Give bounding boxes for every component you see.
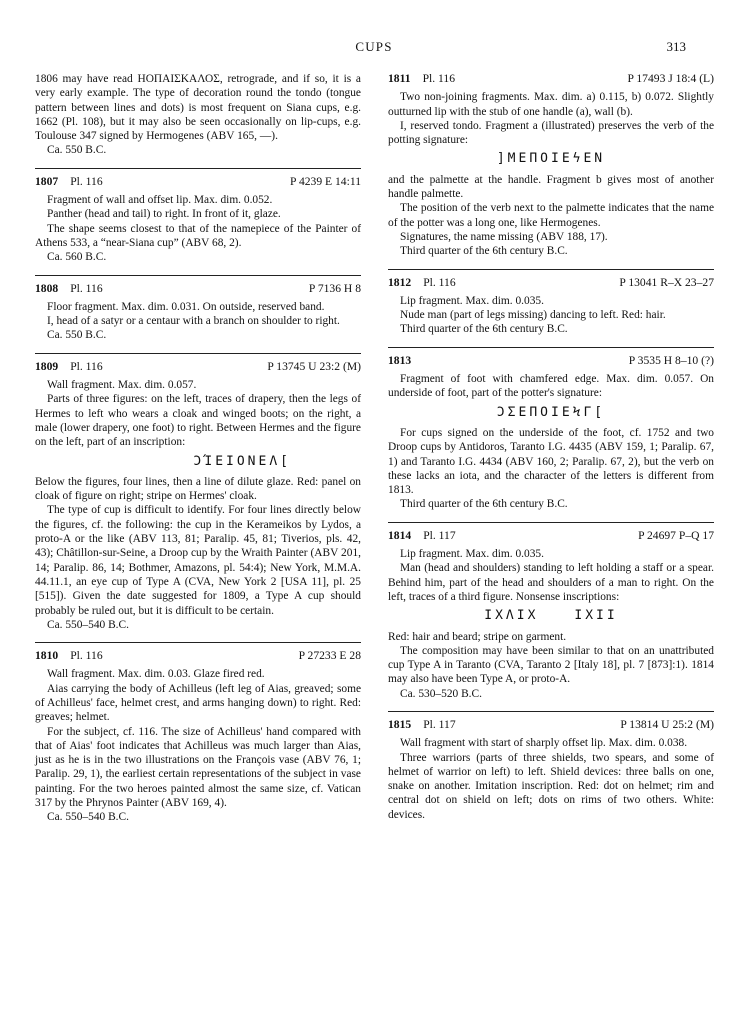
divider <box>35 275 361 276</box>
paragraph: Floor fragment. Max. dim. 0.031. On outside, reserved band. <box>47 300 325 313</box>
plate-ref: Pl. 117 <box>423 717 456 731</box>
paragraph: Lip fragment. Max. dim. 0.035. <box>400 548 544 561</box>
entry-1807 <box>35 175 361 265</box>
inventory-number: P 13745 U 23:2 (M) <box>267 359 361 373</box>
plate-ref: Pl. 117 <box>423 528 456 542</box>
catalogue-number: 1809 <box>35 359 59 373</box>
entry-heading <box>35 360 361 374</box>
divider <box>388 347 714 348</box>
inventory-number: P 27233 E 28 <box>298 649 361 663</box>
paragraph: The position of the verb next to the palmette indicates that the name of the potter was a long one, like Hermogenes. <box>388 202 714 229</box>
running-head <box>0 40 748 60</box>
entry-1814 <box>388 529 714 701</box>
catalogue-number: 1813 <box>388 353 412 367</box>
paragraph: Wall fragment. Max. dim. 0.057. <box>47 379 197 392</box>
date-line: Ca. 550 B.C. <box>47 329 107 342</box>
inventory-number: P 13814 U 25:2 (M) <box>620 717 714 731</box>
left-column <box>35 72 361 835</box>
paragraph: Aias carrying the body of Achilleus (left leg of Aias, greaved; some of Achilleus' face, helmet crest, and arms hanging down) to right. Red: greaves; helmet. <box>35 682 361 724</box>
paragraph: and the palmette at the handle. Fragment b gives most of another handle palmette. <box>388 173 714 201</box>
paragraph: The shape seems closest to that of the namepiece of the Painter of Athens 533, a “near-Siana cup” (ABV 68, 2). <box>35 222 361 249</box>
inscription: ϽΊΕΙΟΝΕΛ[ <box>193 453 291 469</box>
paragraph: For cups signed on the underside of the foot, cf. 1752 and two Droop cups by Antidoros, Taranto I.G. 4435 (ABV 159, 1; Paralip. 67, 1) and Taranto I.G. 4434 (ABV 160, 2; Paralip. 67, 2), but the verb on these lacks an iota, and the character of the letters is different from 1813. <box>388 426 714 497</box>
entry-heading <box>388 276 714 290</box>
divider <box>35 353 361 354</box>
entry-1811 <box>388 72 714 259</box>
entry-1809 <box>35 360 361 632</box>
divider <box>388 711 714 712</box>
paragraph: Three warriors (parts of three shields, two spears, and some of helmet of warrior on left) to left. Shield devices: three balls on one, snake on another. Imitation inscription. Red: dot on helmet; rim and central dot on shield on left; dots on rims of two others. White: devices. <box>388 751 714 821</box>
paragraph: Red: hair and beard; stripe on garment. <box>388 630 567 643</box>
paragraph: I, head of a satyr or a centaur with a branch on shoulder to right. <box>47 315 340 328</box>
date-line: Third quarter of the 6th century B.C. <box>400 245 568 258</box>
date-line: Ca. 550–540 B.C. <box>47 618 129 631</box>
paragraph: Signatures, the name missing (ABV 188, 17). <box>400 230 608 243</box>
inventory-number: P 17493 J 18:4 (L) <box>627 72 714 85</box>
entry-1808 <box>35 282 361 343</box>
entry-heading <box>388 72 714 86</box>
catalogue-number: 1814 <box>388 528 412 542</box>
paragraph: The type of cup is difficult to identify. For four lines directly below the figures, cf. the following: the cup in the Kerameikos by Lydos, a proto-A or the like (ABV 113, 81; Paralip. 45, 81; Tiverios, pls. 42, 43); Châtillon-sur-Seine, a Droop cup by the Wraith Painter (ABV 201, 14; Paralip. 86, 14; Bothmer, Amazons, pl. 54:4); New York, M.M.A. 44.11.1, an eye cup of Type A (CVA, New York 2 [USA 11], pl. 25 [515]). Given the date suggested for 1809, a Type A cup should probably be ruled out, but it is difficult to be certain. <box>35 504 361 617</box>
catalogue-number: 1810 <box>35 649 59 663</box>
date-line: Ca. 550–540 B.C. <box>47 811 129 824</box>
paragraph: I, reserved tondo. Fragment a (illustrated) preserves the verb of the potting signature: <box>388 119 714 147</box>
date-line: Third quarter of the 6th century B.C. <box>400 498 568 511</box>
paragraph: Wall fragment with start of sharply offset lip. Max. dim. 0.038. <box>400 737 688 750</box>
paragraph: Man (head and shoulders) standing to left holding a staff or a spear. Behind him, part of the head and shoulders of a man to right. On the left, traces of a third figure. Nonsense inscriptions: <box>388 562 714 603</box>
paragraph: Parts of three figures: on the left, traces of drapery, then the legs of Hermes to left who wears a cloak and winged boots; on the right, a male (lower drapery, one foot) to right. Between Hermes and the figure on the left, part of an inscription: <box>35 393 361 449</box>
catalogue-number: 1812 <box>388 275 412 289</box>
catalogue-number: 1811 <box>388 72 411 85</box>
plate-ref: Pl. 116 <box>70 281 103 295</box>
paragraph: Two non-joining fragments. Max. dim. a) 0.115, b) 0.072. Slightly outturned lip with the stub of one handle (a), wall (b). <box>388 91 714 118</box>
inscription-pair <box>388 609 714 623</box>
inscription: ΙΧΙΙ <box>574 608 618 624</box>
entry-heading <box>35 282 361 296</box>
catalogue-number: 1807 <box>35 174 59 188</box>
entry-heading <box>388 354 714 368</box>
plate-ref: Pl. 116 <box>423 275 456 289</box>
inventory-number: P 7136 H 8 <box>308 281 361 295</box>
entry-heading <box>35 175 361 189</box>
date-line: Ca. 550 B.C. <box>47 144 107 157</box>
divider <box>35 642 361 643</box>
divider <box>388 522 714 523</box>
catalogue-number: 1808 <box>35 281 59 295</box>
paragraph: For the subject, cf. 116. The size of Achilleus' hand compared with that of Aias' foot indicates that Achilleus was much larger than Aias, just as he is in the two illustrations on the François vase (ABV 76, 1; Paralip. 29, 1), the earliest certain representations of the subject in vase painting. For the two heroes painted almost the same size, cf. Vatican 317 by the Phrynos Painter (ABV 169, 4). <box>35 725 361 810</box>
entry-heading <box>388 529 714 543</box>
catalogue-number: 1815 <box>388 717 412 731</box>
running-title: CUPS <box>355 39 393 54</box>
right-column <box>388 72 714 832</box>
date-line: Ca. 560 B.C. <box>47 251 107 264</box>
entry-1810 <box>35 649 361 825</box>
page-number: 313 <box>666 39 686 54</box>
entry-heading <box>388 718 714 732</box>
inventory-number: P 3535 H 8–10 (?) <box>628 353 714 367</box>
divider <box>35 168 361 169</box>
inscription: ]ΜΕΠΟΙΕϟΕΝ <box>496 151 606 167</box>
entry-1815 <box>388 718 714 822</box>
entry-heading <box>35 649 361 663</box>
paragraph: Below the figures, four lines, then a line of dilute glaze. Red: panel on cloak of figure on right; stripe on Hermes' cloak. <box>35 475 361 503</box>
paragraph: The composition may have been similar to that on an unattributed cup Type A in Taranto (CVA, Taranto 2 [Italy 18], pl. 7 [873]:1). 1814 may also have been Type A, or proto-A. <box>388 644 714 686</box>
entry-1812 <box>388 276 714 337</box>
paragraph: Wall fragment. Max. dim. 0.03. Glaze fired red. <box>47 668 265 681</box>
plate-ref: Pl. 116 <box>70 649 103 663</box>
paragraph: Lip fragment. Max. dim. 0.035. <box>400 294 544 307</box>
inscription: ΙΧΛΙΧ <box>484 608 539 624</box>
paragraph: Nude man (part of legs missing) dancing to left. Red: hair. <box>400 309 666 322</box>
date-line: Ca. 530–520 B.C. <box>400 687 482 700</box>
plate-ref: Pl. 116 <box>70 174 103 188</box>
paragraph: Fragment of foot with chamfered edge. Max. dim. 0.057. On underside of foot, part of the potter's signature: <box>388 373 714 400</box>
paragraph: 1806 may have read ΗΟΠΑΙΣΚΑΛΟΣ, retrograde, and if so, it is a very early example. The type of decoration round the tondo (tongue pattern between lines and dots) is most frequent on Siana cups, e.g. 1662 (Pl. 108), but it may also be seen occasionally on lip-cups, e.g. Toulouse 347 signed by Hermogenes (ABV 165, —). <box>35 73 361 143</box>
entry-1806-continued <box>35 72 361 158</box>
inventory-number: P 24697 P–Q 17 <box>638 528 714 542</box>
entry-1813 <box>388 354 714 512</box>
paragraph: Fragment of wall and offset lip. Max. dim. 0.052. <box>47 194 273 207</box>
date-line: Third quarter of the 6th century B.C. <box>400 323 568 336</box>
plate-ref: Pl. 116 <box>422 72 455 85</box>
inventory-number: P 13041 R–X 23–27 <box>619 275 714 289</box>
plate-ref: Pl. 116 <box>70 359 103 373</box>
paragraph: Panther (head and tail) to right. In front of it, glaze. <box>47 208 281 221</box>
divider <box>388 269 714 270</box>
plate-ref <box>423 354 629 368</box>
inscription: ϽΣΕΠΟΙΕϞΓ[ <box>496 404 606 420</box>
inventory-number: P 4239 E 14:11 <box>290 174 361 188</box>
